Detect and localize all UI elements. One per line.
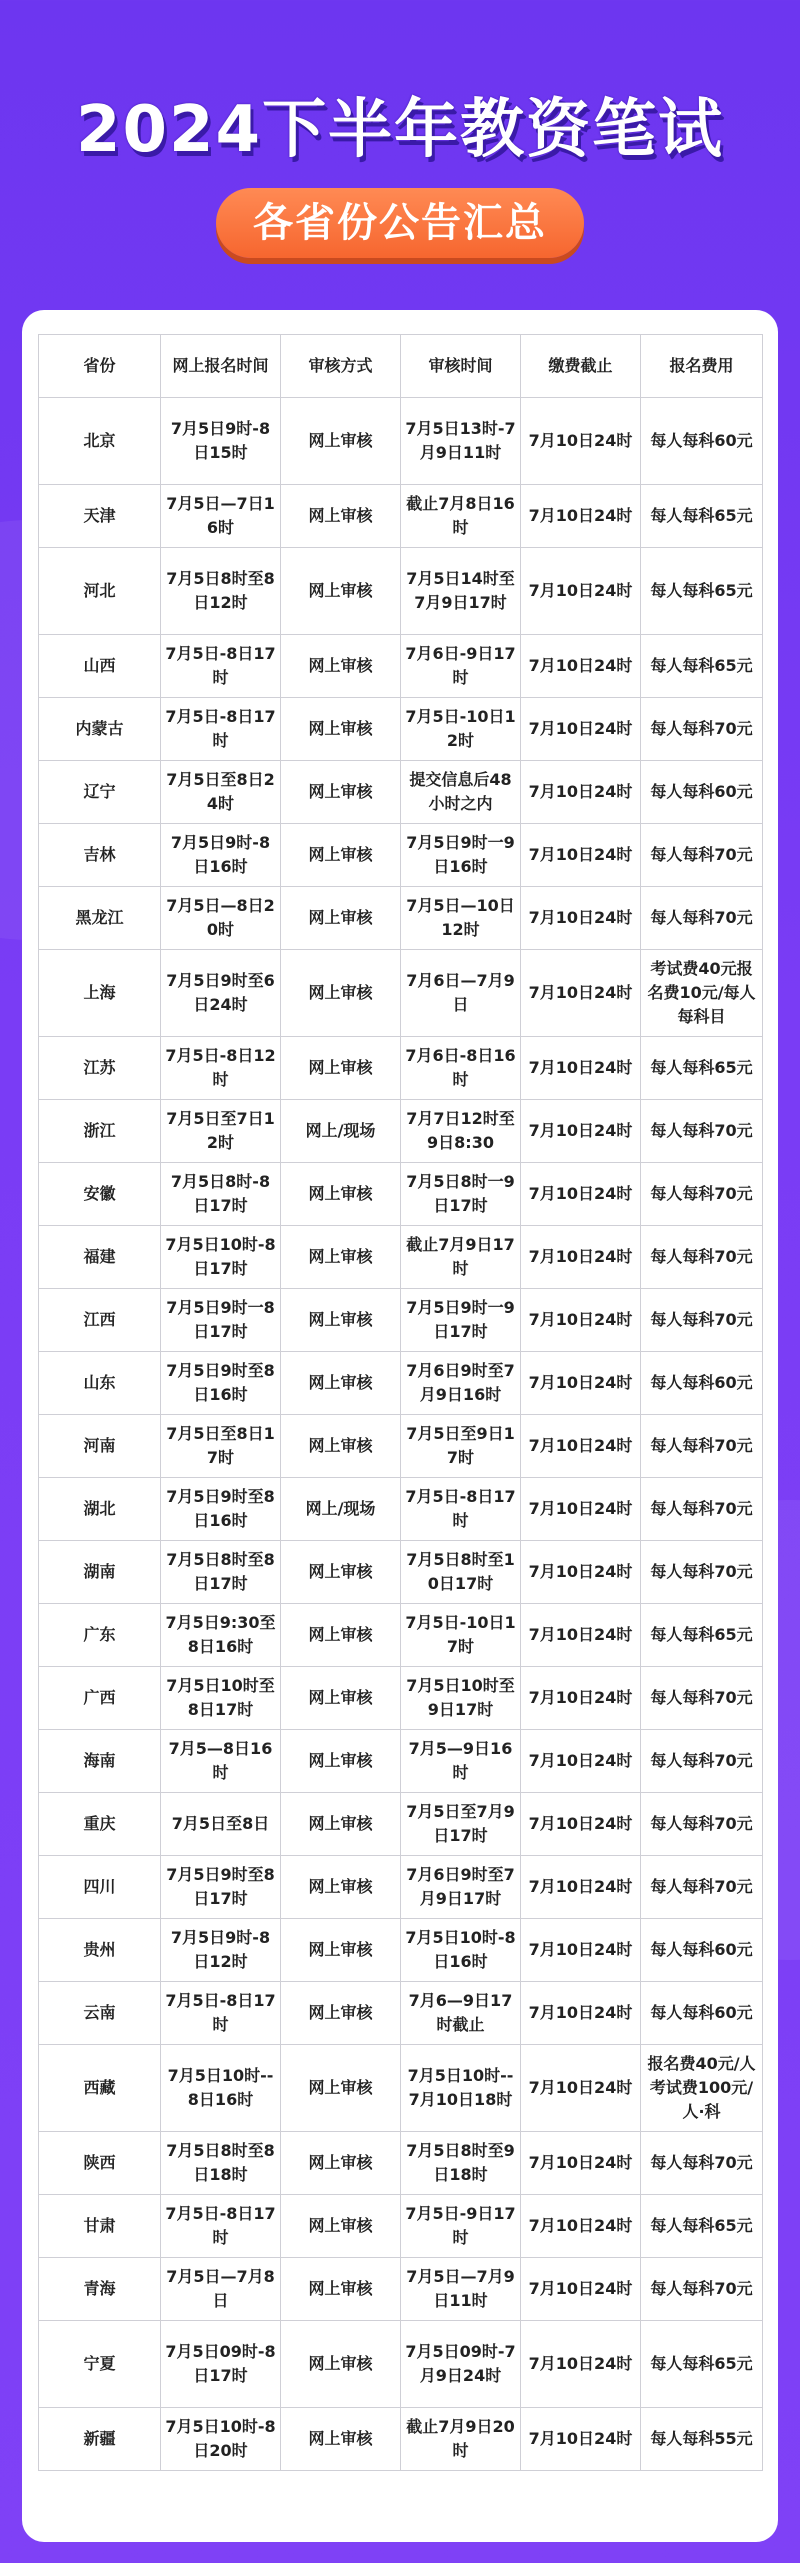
cell-province: 北京 [39, 398, 161, 485]
cell-deadline: 7月10日24时 [521, 1163, 641, 1226]
table-row [39, 761, 763, 824]
cell-deadline: 7月10日24时 [521, 2045, 641, 2132]
table-row [39, 2195, 763, 2258]
cell-register: 7月5日-8日12时 [161, 1037, 281, 1100]
cell-province: 海南 [39, 1730, 161, 1793]
cell-deadline: 7月10日24时 [521, 1352, 641, 1415]
cell-register: 7月5日10时-8日20时 [161, 2408, 281, 2471]
cell-deadline: 7月10日24时 [521, 635, 641, 698]
cell-fee: 考试费40元报名费10元/每人每科目 [641, 950, 763, 1037]
cell-fee: 报名费40元/人考试费100元/人·科 [641, 2045, 763, 2132]
header-province: 省份 [39, 335, 161, 398]
cell-province: 内蒙古 [39, 698, 161, 761]
table-row [39, 1919, 763, 1982]
cell-method: 网上/现场 [281, 1478, 401, 1541]
subtitle-badge: 各省份公告汇总 [216, 188, 584, 258]
header-method: 审核方式 [281, 335, 401, 398]
cell-register: 7月5日10时至8日17时 [161, 1667, 281, 1730]
cell-method: 网上审核 [281, 1919, 401, 1982]
cell-method: 网上审核 [281, 1793, 401, 1856]
cell-method: 网上审核 [281, 398, 401, 485]
cell-method: 网上审核 [281, 2321, 401, 2408]
cell-fee: 每人每科70元 [641, 698, 763, 761]
table-header-row [39, 335, 763, 398]
table-row [39, 1289, 763, 1352]
cell-method: 网上审核 [281, 2045, 401, 2132]
cell-method: 网上审核 [281, 761, 401, 824]
cell-method: 网上审核 [281, 1730, 401, 1793]
cell-province: 浙江 [39, 1100, 161, 1163]
cell-province: 福建 [39, 1226, 161, 1289]
table-row [39, 1037, 763, 1100]
cell-fee: 每人每科70元 [641, 1226, 763, 1289]
cell-review: 7月5—9日16时 [401, 1730, 521, 1793]
cell-method: 网上审核 [281, 1289, 401, 1352]
table-row [39, 2321, 763, 2408]
cell-province: 山西 [39, 635, 161, 698]
table-row [39, 2408, 763, 2471]
cell-method: 网上审核 [281, 1226, 401, 1289]
cell-method: 网上审核 [281, 698, 401, 761]
table-row [39, 1163, 763, 1226]
cell-review: 7月5日—7月9日11时 [401, 2258, 521, 2321]
cell-method: 网上审核 [281, 1604, 401, 1667]
table-row [39, 950, 763, 1037]
cell-deadline: 7月10日24时 [521, 761, 641, 824]
table-row [39, 1730, 763, 1793]
cell-review: 7月6日9时至7月9日16时 [401, 1352, 521, 1415]
cell-province: 广西 [39, 1667, 161, 1730]
cell-province: 西藏 [39, 2045, 161, 2132]
cell-method: 网上审核 [281, 548, 401, 635]
cell-review: 7月5日09时-7月9日24时 [401, 2321, 521, 2408]
cell-province: 湖南 [39, 1541, 161, 1604]
cell-register: 7月5日9时至8日17时 [161, 1856, 281, 1919]
table-row [39, 635, 763, 698]
cell-deadline: 7月10日24时 [521, 1541, 641, 1604]
cell-deadline: 7月10日24时 [521, 485, 641, 548]
cell-fee: 每人每科70元 [641, 1289, 763, 1352]
table-row [39, 2258, 763, 2321]
cell-province: 青海 [39, 2258, 161, 2321]
cell-fee: 每人每科65元 [641, 1037, 763, 1100]
cell-method: 网上审核 [281, 1982, 401, 2045]
cell-deadline: 7月10日24时 [521, 1478, 641, 1541]
cell-province: 上海 [39, 950, 161, 1037]
cell-method: 网上审核 [281, 2408, 401, 2471]
table-row [39, 1415, 763, 1478]
cell-review: 7月5日9时一9日17时 [401, 1289, 521, 1352]
cell-fee: 每人每科65元 [641, 485, 763, 548]
cell-register: 7月5日-8日17时 [161, 635, 281, 698]
cell-province: 河北 [39, 548, 161, 635]
cell-fee: 每人每科70元 [641, 2258, 763, 2321]
cell-review: 7月5日8时至10日17时 [401, 1541, 521, 1604]
cell-register: 7月5日至8日 [161, 1793, 281, 1856]
cell-province: 贵州 [39, 1919, 161, 1982]
cell-review: 7月5日-9日17时 [401, 2195, 521, 2258]
cell-fee: 每人每科70元 [641, 1856, 763, 1919]
cell-fee: 每人每科60元 [641, 1352, 763, 1415]
cell-review: 7月7日12时至9日8:30 [401, 1100, 521, 1163]
cell-register: 7月5日9时至8日16时 [161, 1352, 281, 1415]
cell-register: 7月5日9时-8日15时 [161, 398, 281, 485]
table-row [39, 887, 763, 950]
cell-deadline: 7月10日24时 [521, 2195, 641, 2258]
cell-review: 截止7月9日17时 [401, 1226, 521, 1289]
cell-deadline: 7月10日24时 [521, 1667, 641, 1730]
cell-review: 7月5日8时至9日18时 [401, 2132, 521, 2195]
cell-review: 7月5日-10日17时 [401, 1604, 521, 1667]
cell-deadline: 7月10日24时 [521, 1100, 641, 1163]
cell-deadline: 7月10日24时 [521, 887, 641, 950]
cell-province: 云南 [39, 1982, 161, 2045]
cell-deadline: 7月10日24时 [521, 2258, 641, 2321]
cell-fee: 每人每科70元 [641, 1541, 763, 1604]
header-register: 网上报名时间 [161, 335, 281, 398]
table-row [39, 824, 763, 887]
cell-register: 7月5日8时至8日18时 [161, 2132, 281, 2195]
cell-fee: 每人每科65元 [641, 2321, 763, 2408]
table-row [39, 1478, 763, 1541]
cell-deadline: 7月10日24时 [521, 1856, 641, 1919]
cell-deadline: 7月10日24时 [521, 950, 641, 1037]
cell-deadline: 7月10日24时 [521, 2408, 641, 2471]
cell-register: 7月5日至8日24时 [161, 761, 281, 824]
cell-fee: 每人每科70元 [641, 1793, 763, 1856]
cell-fee: 每人每科65元 [641, 548, 763, 635]
cell-review: 7月5日至9日17时 [401, 1415, 521, 1478]
cell-province: 江苏 [39, 1037, 161, 1100]
cell-method: 网上审核 [281, 635, 401, 698]
cell-method: 网上审核 [281, 1541, 401, 1604]
cell-method: 网上审核 [281, 2132, 401, 2195]
table-row [39, 1541, 763, 1604]
cell-province: 广东 [39, 1604, 161, 1667]
cell-review: 7月6日-8日16时 [401, 1037, 521, 1100]
header-fee: 报名费用 [641, 335, 763, 398]
cell-register: 7月5日9时一8日17时 [161, 1289, 281, 1352]
cell-fee: 每人每科60元 [641, 1982, 763, 2045]
cell-fee: 每人每科65元 [641, 2195, 763, 2258]
cell-register: 7月5日9时-8日16时 [161, 824, 281, 887]
cell-register: 7月5日8时至8日12时 [161, 548, 281, 635]
cell-method: 网上审核 [281, 485, 401, 548]
table-row [39, 1856, 763, 1919]
cell-register: 7月5日—8日20时 [161, 887, 281, 950]
cell-register: 7月5日-8日17时 [161, 698, 281, 761]
cell-review: 7月5日10时至9日17时 [401, 1667, 521, 1730]
header-deadline: 缴费截止 [521, 335, 641, 398]
table-row [39, 2132, 763, 2195]
header [0, 0, 800, 300]
cell-fee: 每人每科70元 [641, 887, 763, 950]
cell-method: 网上审核 [281, 1037, 401, 1100]
cell-register: 7月5日10时-8日17时 [161, 1226, 281, 1289]
cell-deadline: 7月10日24时 [521, 1415, 641, 1478]
cell-review: 7月5日—10日12时 [401, 887, 521, 950]
cell-register: 7月5日-8日17时 [161, 2195, 281, 2258]
cell-method: 网上审核 [281, 2258, 401, 2321]
cell-deadline: 7月10日24时 [521, 1919, 641, 1982]
cell-register: 7月5日9时至8日16时 [161, 1478, 281, 1541]
cell-review: 7月5日14时至7月9日17时 [401, 548, 521, 635]
cell-register: 7月5日9时-8日12时 [161, 1919, 281, 1982]
cell-review: 7月5日10时--7月10日18时 [401, 2045, 521, 2132]
cell-province: 宁夏 [39, 2321, 161, 2408]
cell-deadline: 7月10日24时 [521, 1604, 641, 1667]
cell-province: 新疆 [39, 2408, 161, 2471]
cell-province: 河南 [39, 1415, 161, 1478]
schedule-table [38, 334, 763, 2471]
cell-fee: 每人每科65元 [641, 635, 763, 698]
cell-fee: 每人每科70元 [641, 2132, 763, 2195]
table-row [39, 1604, 763, 1667]
table-row [39, 1100, 763, 1163]
cell-fee: 每人每科70元 [641, 824, 763, 887]
cell-register: 7月5日10时--8日16时 [161, 2045, 281, 2132]
cell-fee: 每人每科70元 [641, 1667, 763, 1730]
cell-fee: 每人每科70元 [641, 1163, 763, 1226]
cell-province: 山东 [39, 1352, 161, 1415]
table-row [39, 1667, 763, 1730]
cell-fee: 每人每科70元 [641, 1478, 763, 1541]
table-row [39, 1793, 763, 1856]
cell-deadline: 7月10日24时 [521, 1793, 641, 1856]
cell-review: 截止7月9日20时 [401, 2408, 521, 2471]
table-row [39, 485, 763, 548]
cell-register: 7月5日8时-8日17时 [161, 1163, 281, 1226]
cell-deadline: 7月10日24时 [521, 2132, 641, 2195]
cell-province: 陕西 [39, 2132, 161, 2195]
cell-deadline: 7月10日24时 [521, 1982, 641, 2045]
cell-method: 网上审核 [281, 2195, 401, 2258]
cell-method: 网上审核 [281, 1856, 401, 1919]
table-row [39, 2045, 763, 2132]
header-review: 审核时间 [401, 335, 521, 398]
cell-deadline: 7月10日24时 [521, 2321, 641, 2408]
cell-province: 甘肃 [39, 2195, 161, 2258]
cell-fee: 每人每科60元 [641, 398, 763, 485]
cell-fee: 每人每科65元 [641, 1604, 763, 1667]
cell-method: 网上审核 [281, 887, 401, 950]
cell-deadline: 7月10日24时 [521, 824, 641, 887]
cell-province: 吉林 [39, 824, 161, 887]
cell-method: 网上审核 [281, 950, 401, 1037]
cell-method: 网上审核 [281, 824, 401, 887]
cell-register: 7月5日—7月8日 [161, 2258, 281, 2321]
cell-review: 7月5日8时一9日17时 [401, 1163, 521, 1226]
table-row [39, 398, 763, 485]
cell-method: 网上审核 [281, 1163, 401, 1226]
cell-register: 7月5日8时至8日17时 [161, 1541, 281, 1604]
cell-review: 7月5日-10日12时 [401, 698, 521, 761]
cell-province: 安徽 [39, 1163, 161, 1226]
cell-deadline: 7月10日24时 [521, 398, 641, 485]
cell-review: 7月5日-8日17时 [401, 1478, 521, 1541]
cell-deadline: 7月10日24时 [521, 548, 641, 635]
cell-deadline: 7月10日24时 [521, 698, 641, 761]
cell-method: 网上审核 [281, 1352, 401, 1415]
table-card [22, 310, 778, 2542]
cell-deadline: 7月10日24时 [521, 1289, 641, 1352]
cell-province: 重庆 [39, 1793, 161, 1856]
table-row [39, 1226, 763, 1289]
cell-review: 7月5日10时-8日16时 [401, 1919, 521, 1982]
cell-register: 7月5日—7日16时 [161, 485, 281, 548]
cell-province: 江西 [39, 1289, 161, 1352]
cell-register: 7月5日09时-8日17时 [161, 2321, 281, 2408]
cell-method: 网上审核 [281, 1415, 401, 1478]
cell-review: 7月5日13时-7月9日11时 [401, 398, 521, 485]
cell-register: 7月5—8日16时 [161, 1730, 281, 1793]
cell-method: 网上/现场 [281, 1100, 401, 1163]
cell-province: 黑龙江 [39, 887, 161, 950]
cell-deadline: 7月10日24时 [521, 1730, 641, 1793]
table-row [39, 1352, 763, 1415]
cell-fee: 每人每科70元 [641, 1730, 763, 1793]
page-title: 2024下半年教资笔试 [75, 93, 725, 167]
cell-fee: 每人每科60元 [641, 1919, 763, 1982]
table-row [39, 698, 763, 761]
table-row [39, 548, 763, 635]
cell-method: 网上审核 [281, 1667, 401, 1730]
cell-deadline: 7月10日24时 [521, 1226, 641, 1289]
cell-fee: 每人每科55元 [641, 2408, 763, 2471]
cell-register: 7月5日9:30至8日16时 [161, 1604, 281, 1667]
cell-fee: 每人每科70元 [641, 1100, 763, 1163]
cell-review: 7月5日至7月9日17时 [401, 1793, 521, 1856]
cell-province: 辽宁 [39, 761, 161, 824]
cell-register: 7月5日至8日17时 [161, 1415, 281, 1478]
cell-register: 7月5日9时至6日24时 [161, 950, 281, 1037]
cell-fee: 每人每科70元 [641, 1415, 763, 1478]
table-row [39, 1982, 763, 2045]
cell-province: 湖北 [39, 1478, 161, 1541]
cell-review: 提交信息后48小时之内 [401, 761, 521, 824]
cell-register: 7月5日至7日12时 [161, 1100, 281, 1163]
cell-register: 7月5日-8日17时 [161, 1982, 281, 2045]
cell-review: 7月6日—7月9日 [401, 950, 521, 1037]
cell-province: 天津 [39, 485, 161, 548]
cell-review: 7月5日9时一9日16时 [401, 824, 521, 887]
cell-province: 四川 [39, 1856, 161, 1919]
cell-review: 7月6日9时至7月9日17时 [401, 1856, 521, 1919]
cell-fee: 每人每科60元 [641, 761, 763, 824]
cell-review: 7月6—9日17时截止 [401, 1982, 521, 2045]
cell-deadline: 7月10日24时 [521, 1037, 641, 1100]
cell-review: 截止7月8日16时 [401, 485, 521, 548]
cell-review: 7月6日-9日17时 [401, 635, 521, 698]
